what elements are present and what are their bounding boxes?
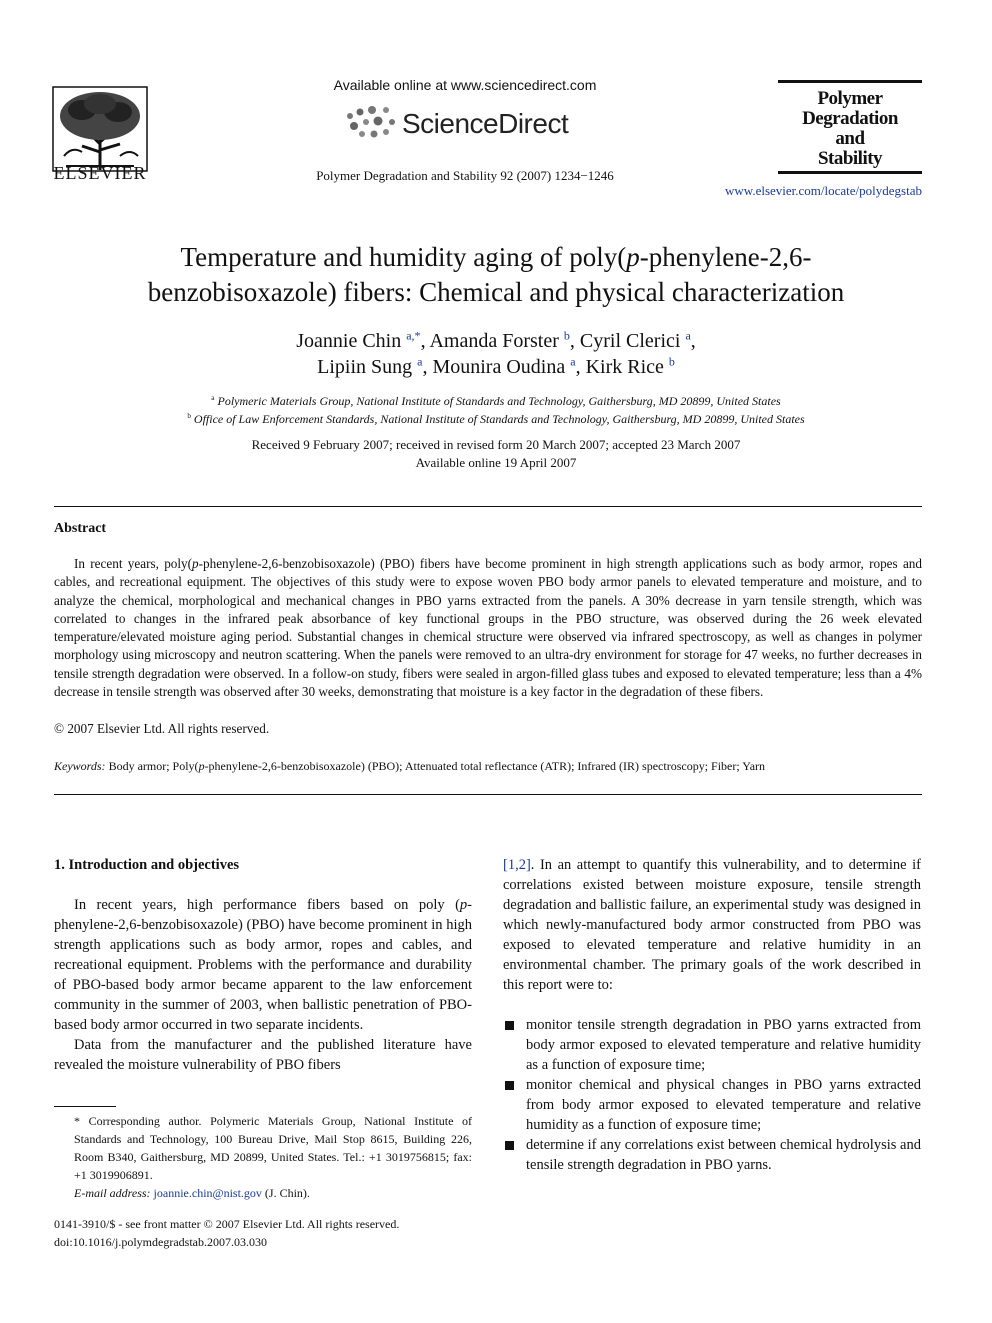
journal-logo-name — [778, 89, 922, 169]
author-affiliation-sup[interactable]: a,* — [406, 328, 421, 343]
title-text: Temperature and humidity aging of poly( — [180, 242, 627, 272]
footnote-text: * Corresponding author. Polymeric Materials Group, National Institute of Standards and Technology, 100 Bureau Drive, Mail Stop 8615, Building 226, Room B340, Gaithersburg, MD 20899, United States. Tel.: +1 3019756815; fax: +1 3019906891. — [74, 1114, 472, 1182]
title-text: benzobisoxazole) fibers: Chemical and physical characterization — [147, 277, 845, 307]
square-bullet-icon — [505, 1141, 514, 1150]
title-italic: p — [626, 242, 640, 272]
paragraph-text: In recent years, high performance fibers based on poly ( — [74, 897, 460, 913]
corresponding-author-footnote — [54, 1112, 472, 1202]
journal-logo — [778, 80, 922, 176]
available-online-date: Available online 19 April 2007 — [415, 455, 577, 470]
author-sep: , — [420, 330, 430, 352]
author-name[interactable]: Amanda Forster — [429, 330, 559, 352]
list-item — [503, 1135, 921, 1175]
abstract-italic: p — [192, 556, 199, 571]
affiliation-sup: b — [187, 412, 191, 420]
list-item-text: monitor chemical and physical changes in PBO yarns extracted from body armor exposed to elevated temperature and relative humidity as a function of exposure time; — [526, 1077, 921, 1133]
affiliation-a — [60, 392, 932, 410]
sciencedirect-logo[interactable] — [342, 104, 592, 144]
list-item-text: determine if any correlations exist between chemical hydrolysis and tensile strength degradation in PBO yarns. — [526, 1137, 921, 1173]
paragraph — [503, 855, 921, 995]
received-dates: Received 9 February 2007; received in revised form 20 March 2007; accepted 23 March 2007 — [251, 437, 741, 452]
citation-link[interactable]: [1,2] — [503, 857, 531, 873]
author-list — [60, 328, 932, 380]
right-column — [503, 855, 921, 1175]
author-sep: , — [422, 356, 433, 378]
journal-citation: Polymer Degradation and Stability 92 (2007) 1234−1246 — [316, 168, 614, 183]
divider — [54, 794, 922, 795]
journal-logo-line: and — [835, 128, 865, 149]
list-item — [503, 1075, 921, 1135]
front-matter — [54, 1215, 399, 1251]
journal-logo-bottom-rule — [778, 171, 922, 174]
title-text: -phenylene-2,6- — [639, 242, 812, 272]
affiliation-sup: a — [211, 394, 215, 402]
paragraph: Data from the manufacturer and the published literature have revealed the moisture vulnerability of PBO fibers — [54, 1037, 472, 1073]
paragraph-text: . In an attempt to quantify this vulnerability, and to determine if correlations existed between moisture exposure, tensile strength degradation and ballistic failure, an experimental study was designed in which newly-manufactured body armor constructed from PBO was exposed to elevated temperature and relative humidity in an environmental chamber. The primary goals of the work described in this report were to: — [503, 857, 921, 993]
square-bullet-icon — [505, 1021, 514, 1030]
author-affiliation-sup[interactable]: b — [563, 328, 570, 343]
author-sep: , — [569, 330, 580, 352]
abstract-heading: Abstract — [54, 521, 107, 536]
author-name[interactable]: Joannie Chin — [296, 330, 402, 352]
issn-line: 0141-3910/$ - see front matter © 2007 Elsevier Ltd. All rights reserved. — [54, 1217, 400, 1231]
journal-logo-line: Stability — [817, 148, 883, 169]
abstract-text — [54, 555, 922, 701]
author-sep: , — [575, 356, 586, 378]
affiliations — [60, 392, 932, 428]
email-label: E-mail address: — [74, 1186, 151, 1200]
abstract-text-part: In recent years, poly( — [74, 556, 193, 571]
journal-logo-line: Polymer — [817, 88, 883, 109]
paragraph — [54, 895, 472, 1035]
affiliation-b — [60, 410, 932, 428]
author-name[interactable]: Mounira Oudina — [432, 356, 566, 378]
email-suffix: (J. Chin). — [261, 1186, 310, 1200]
affiliation-text: Polymeric Materials Group, National Institute of Standards and Technology, Gaithersburg, MD 20899, United States — [217, 394, 781, 408]
goals-list — [503, 1015, 921, 1175]
journal-url-link[interactable]: www.elsevier.com/locate/polydegstab — [725, 183, 922, 198]
footnote-rule — [54, 1106, 116, 1107]
section-heading: 1. Introduction and objectives — [54, 857, 240, 873]
email-link[interactable]: joannie.chin@nist.gov — [153, 1186, 262, 1200]
copyright-notice: © 2007 Elsevier Ltd. All rights reserved. — [54, 721, 270, 736]
footnote-email — [54, 1184, 472, 1202]
keywords-italic: p — [198, 759, 205, 773]
author-name[interactable]: Kirk Rice — [585, 356, 664, 378]
author-name[interactable]: Cyril Clerici — [579, 330, 681, 352]
article-title — [60, 240, 932, 310]
paragraph-text: -phenylene-2,6-benzobisoxazole) (PBO) have become prominent in high strength applications such as body armor, ropes and cables, and recreational equipment. Problems with the performance and durability of PBO-based body armor became apparent to the law enforcement community in the summer of 2003, when ballistic penetration of PBO-based body armor occurred in two separate incidents. — [54, 897, 472, 1033]
keywords-text: -phenylene-2,6-benzobisoxazole) (PBO); Attenuated total reflectance (ATR); Infrared (IR) spectroscopy; Fiber; Yarn — [204, 759, 766, 773]
square-bullet-icon — [505, 1081, 514, 1090]
journal-logo-line: Degradation — [802, 108, 898, 129]
keywords-label: Keywords: — [54, 759, 106, 773]
author-affiliation-sup[interactable]: a — [417, 354, 423, 369]
available-online-text[interactable]: Available online at www.sciencedirect.com — [333, 77, 597, 93]
left-column — [54, 855, 472, 1075]
keywords-text: Body armor; Poly( — [105, 759, 199, 773]
doi-line[interactable]: doi:10.1016/j.polymdegradstab.2007.03.030 — [54, 1235, 267, 1249]
keywords — [54, 757, 922, 775]
publisher-name: ELSEVIER — [53, 163, 147, 183]
author-sep: , — [690, 330, 696, 352]
abstract-text-part: -phenylene-2,6-benzobisoxazole) (PBO) fibers have become prominent in high strength applications such as body armor, ropes and cables, and recreational equipment. The objectives of this study were to expose woven PBO body armor panels to elevated temperature and moisture, and to analyze the chemical, morphological and mechanical changes in PBO yarns extracted from the panels. A 30% decrease in yarn tensile strength, which was correlated to changes in the infrared peak absorbance of key functional groups in the PBO structure, was observed during the 26 week elevated temperature/elevated moisture aging period. Substantial changes in chemical structure were observed via infrared spectroscopy, as well as changes in polymer morphology using microscopy and neutron scattering. When the panels were removed to an ultra-dry environment for storage for 47 weeks, no further decreases in tensile strength degradation were observed. In a follow-on study, fibers were sealed in argon-filled glass tubes and exposed to elevated temperature; less than a 4% decrease in tensile strength was observed after 30 weeks, demonstrating that moisture is a key factor in the degradation of these fibers. — [54, 556, 922, 700]
sciencedirect-dots-icon — [342, 104, 398, 144]
author-affiliation-sup[interactable]: b — [668, 354, 675, 369]
list-item — [503, 1015, 921, 1075]
list-item-text: monitor tensile strength degradation in PBO yarns extracted from body armor exposed to elevated temperature and relative humidity as a function of exposure time; — [526, 1017, 921, 1073]
divider — [54, 506, 922, 507]
article-dates — [60, 436, 932, 472]
author-name[interactable]: Lipiin Sung — [317, 356, 413, 378]
paragraph-italic: p — [459, 897, 468, 913]
journal-logo-top-rule — [778, 80, 922, 83]
author-affiliation-sup[interactable]: a — [570, 354, 576, 369]
sciencedirect-wordmark: ScienceDirect — [402, 108, 569, 139]
author-affiliation-sup[interactable]: a — [685, 328, 691, 343]
affiliation-text: Office of Law Enforcement Standards, National Institute of Standards and Technology, Gaithersburg, MD 20899, United States — [193, 412, 805, 426]
